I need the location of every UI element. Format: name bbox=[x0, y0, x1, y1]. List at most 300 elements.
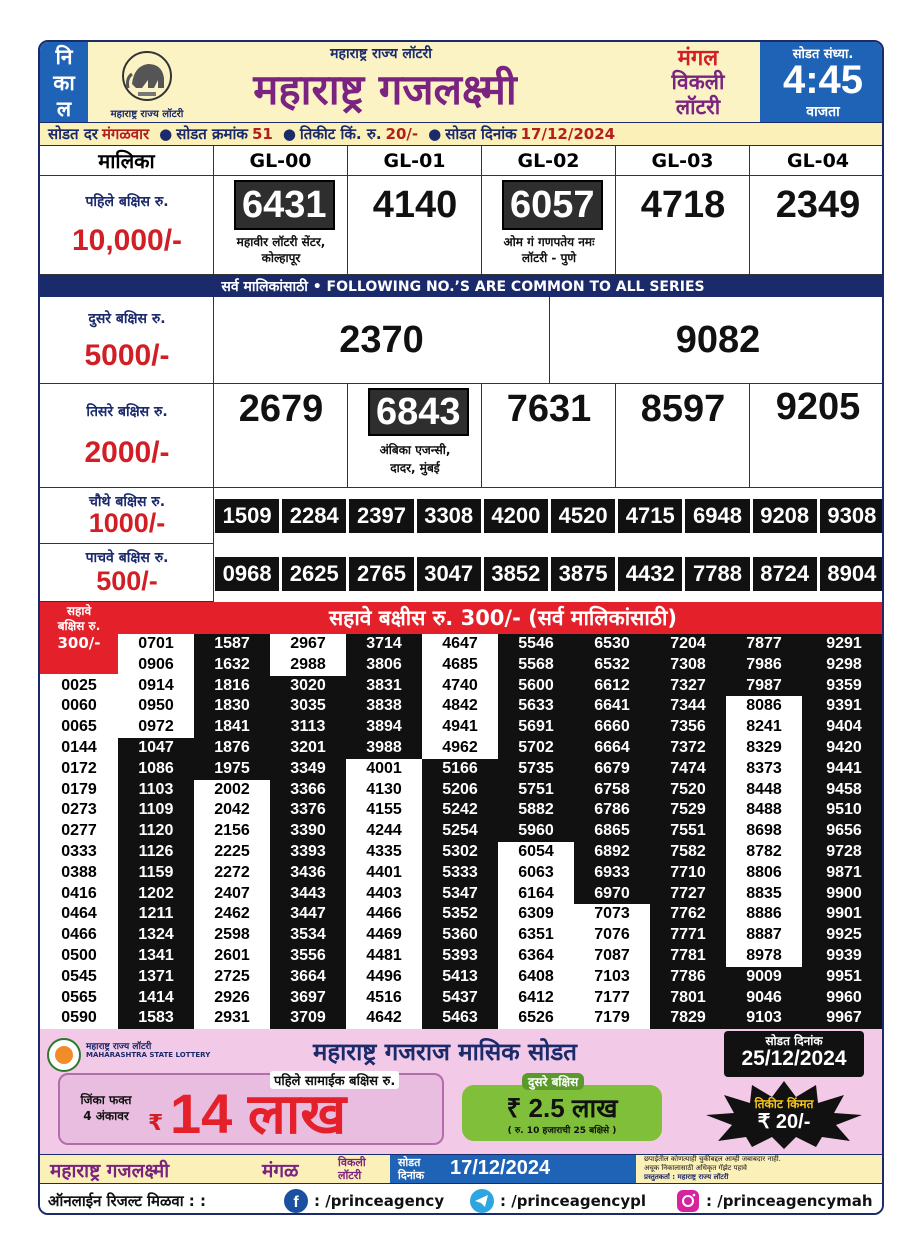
sixth-prize-number: 2601 bbox=[194, 946, 270, 967]
sixth-prize-number: 1876 bbox=[194, 738, 270, 759]
sixth-prize-number: 0144 bbox=[40, 738, 118, 759]
sixth-prize-number: 3393 bbox=[270, 842, 346, 863]
sixth-prize-number: 7829 bbox=[650, 1008, 726, 1029]
sixth-prize-number: 3664 bbox=[270, 967, 346, 988]
sixth-prize-number: 0464 bbox=[40, 904, 118, 925]
sixth-prize-number: 3390 bbox=[270, 821, 346, 842]
sixth-prize-number: 7087 bbox=[574, 946, 650, 967]
sixth-prize-number: 6660 bbox=[574, 717, 650, 738]
sixth-prize-number: 1103 bbox=[118, 780, 194, 801]
sixth-prize-number: 0590 bbox=[40, 1008, 118, 1029]
fourth-prize-number: 2284 bbox=[281, 498, 347, 534]
sixth-prize-number: 3443 bbox=[270, 884, 346, 905]
sixth-prize-number: 1126 bbox=[118, 842, 194, 863]
sixth-prize-number: 1109 bbox=[118, 800, 194, 821]
sixth-prize-number: 4001 bbox=[346, 759, 422, 780]
lottery-title: महाराष्ट्र गजलक्ष्मी bbox=[253, 65, 517, 114]
draw-time-box bbox=[760, 42, 884, 122]
sixth-prize-number: 3447 bbox=[270, 904, 346, 925]
sixth-prize-number: 2931 bbox=[194, 1008, 270, 1029]
draw-number: 51 bbox=[251, 125, 273, 143]
sixth-prize-number: 9391 bbox=[802, 696, 884, 717]
footer-disclaimer: छपाईतील कोणत्याही चुकीबद्दल आम्ही जबाबदार नाही. bbox=[644, 1155, 781, 1163]
draw-number-label: सोडत क्रमांक bbox=[176, 125, 248, 143]
sixth-prize-number: 1202 bbox=[118, 884, 194, 905]
footer-date-box bbox=[390, 1155, 636, 1183]
sixth-prize-number: 9441 bbox=[802, 759, 884, 780]
online-result-label: ऑनलाईन रिजल्ट मिळवा : : bbox=[48, 1191, 207, 1210]
sixth-prize-number: 6786 bbox=[574, 800, 650, 821]
sixth-prize-number: 9009 bbox=[726, 967, 802, 988]
sixth-prize-number: 6364 bbox=[498, 946, 574, 967]
sixth-prize-number: 1587 bbox=[194, 634, 270, 655]
series-header: GL-01 bbox=[348, 146, 482, 176]
agent-name: अंबिका एजन्सी, bbox=[379, 443, 451, 457]
sixth-prize-number: 4155 bbox=[346, 800, 422, 821]
sixth-prize-number: 7877 bbox=[726, 634, 802, 655]
sixth-prize-number: 0950 bbox=[118, 696, 194, 717]
fifth-prize-number: 2765 bbox=[348, 556, 414, 592]
first-prize-number: 4718 bbox=[640, 184, 726, 226]
top-caption: महाराष्ट्र राज्य लॉटरी bbox=[330, 46, 432, 62]
promo-date: 25/12/2024 bbox=[741, 1047, 847, 1070]
nikal-char: नि bbox=[55, 45, 73, 69]
sixth-prize-number: 2042 bbox=[194, 800, 270, 821]
sixth-prize-number: 1086 bbox=[118, 759, 194, 780]
sixth-prize-number: 6526 bbox=[498, 1008, 574, 1029]
sixth-prize-number: 7781 bbox=[650, 946, 726, 967]
first-prize-cell bbox=[750, 176, 884, 275]
sixth-prize-number: 8782 bbox=[726, 842, 802, 863]
sixth-prize-number: 0060 bbox=[40, 696, 118, 717]
draw-date-label: सोडत दिनांक bbox=[445, 125, 517, 143]
sixth-prize-number: 5691 bbox=[498, 717, 574, 738]
sixth-prize-number: 8241 bbox=[726, 717, 802, 738]
fifth-prize-number: 7788 bbox=[684, 556, 750, 592]
sixth-prize-number: 1211 bbox=[118, 904, 194, 925]
sixth-prize-number: 1371 bbox=[118, 967, 194, 988]
prize-label: दुसरे बक्षिस रु. bbox=[88, 311, 166, 327]
sixth-prize-number: 5413 bbox=[422, 967, 498, 988]
sixth-prize-number: 7520 bbox=[650, 780, 726, 801]
sixth-prize-column bbox=[802, 634, 884, 1029]
sixth-prize-number: 3556 bbox=[270, 946, 346, 967]
fourth-prize-number: 4715 bbox=[617, 498, 683, 534]
sixth-prize-number: 5633 bbox=[498, 696, 574, 717]
sixth-prize-number: 4244 bbox=[346, 821, 422, 842]
sixth-prize-number: 3838 bbox=[346, 696, 422, 717]
sixth-prize-number: 1047 bbox=[118, 738, 194, 759]
sixth-prize-number: 7076 bbox=[574, 925, 650, 946]
sixth-prize-number: 3988 bbox=[346, 738, 422, 759]
sixth-prize-number: 7327 bbox=[650, 676, 726, 697]
sixth-prize-number: 0972 bbox=[118, 717, 194, 738]
sixth-prize-number: 8886 bbox=[726, 904, 802, 925]
fifth-prize-number: 0968 bbox=[214, 556, 280, 592]
sixth-prize-number: 1341 bbox=[118, 946, 194, 967]
state-lottery-seal-icon bbox=[46, 1037, 82, 1073]
sixth-prize-number: 3436 bbox=[270, 863, 346, 884]
sixth-prize-number: 2002 bbox=[194, 780, 270, 801]
sixth-prize-number: 2926 bbox=[194, 988, 270, 1009]
telegram-link[interactable] bbox=[470, 1189, 676, 1213]
promo-title: महाराष्ट्र गजराज मासिक सोडत bbox=[313, 1038, 577, 1066]
sixth-prize-number: 8086 bbox=[726, 696, 802, 717]
prize-amount: 10,000/- bbox=[71, 224, 183, 257]
sixth-prize-number: 4740 bbox=[422, 676, 498, 697]
sixth-prize-number: 7710 bbox=[650, 863, 726, 884]
sixth-prize-number: 6892 bbox=[574, 842, 650, 863]
sixth-prize-number: 8448 bbox=[726, 780, 802, 801]
svg-text:f: f bbox=[293, 1193, 299, 1211]
sixth-prize-number: 8373 bbox=[726, 759, 802, 780]
promo-win-text: 4 अंकावर bbox=[83, 1109, 129, 1123]
sixth-prize-number: 4685 bbox=[422, 655, 498, 676]
third-prize-number: 8597 bbox=[640, 388, 726, 430]
sixth-prize-column bbox=[498, 634, 574, 1029]
fourth-prize-number: 1509 bbox=[214, 498, 280, 534]
sixth-prize-number: 1324 bbox=[118, 925, 194, 946]
prize-label: चौथे बक्षिस रु. bbox=[88, 494, 166, 510]
sixth-prize-number: 7179 bbox=[574, 1008, 650, 1029]
fifth-prize-number: 3047 bbox=[416, 556, 482, 592]
prize-amount: 500/- bbox=[96, 566, 158, 596]
sixth-prize-number: 3366 bbox=[270, 780, 346, 801]
sixth-prize-number: 3035 bbox=[270, 696, 346, 717]
fifth-prize-number: 3875 bbox=[550, 556, 616, 592]
sixth-prize-number: 6865 bbox=[574, 821, 650, 842]
sixth-prize-number: 6408 bbox=[498, 967, 574, 988]
sixth-prize-number: 3709 bbox=[270, 1008, 346, 1029]
sixth-prize-number: 0025 bbox=[40, 676, 118, 697]
promo-second-note: ( रु. 10 हजाराची 25 बक्षिसे ) bbox=[507, 1126, 617, 1136]
sixth-prize-number: 1841 bbox=[194, 717, 270, 738]
first-prize-promo-box bbox=[58, 1073, 444, 1145]
sixth-prize-number: 0333 bbox=[40, 842, 118, 863]
sixth-prize-number: 9510 bbox=[802, 800, 884, 821]
sixth-prize-number: 7356 bbox=[650, 717, 726, 738]
sixth-prize-number: 7786 bbox=[650, 967, 726, 988]
sixth-prize-number: 5702 bbox=[498, 738, 574, 759]
sixth-label-word: बक्षिस रु. bbox=[57, 619, 101, 633]
sixth-prize-number: 6063 bbox=[498, 863, 574, 884]
sixth-prize-column bbox=[40, 676, 118, 1030]
sixth-prize-number: 9291 bbox=[802, 634, 884, 655]
footer-disclaimer: प्रस्तुतकर्ता : महाराष्ट्र राज्य लॉटरी bbox=[644, 1173, 729, 1181]
sixth-prize-number: 6758 bbox=[574, 780, 650, 801]
sixth-prize-number: 3349 bbox=[270, 759, 346, 780]
sixth-prize-number: 2272 bbox=[194, 863, 270, 884]
sixth-prize-number: 0416 bbox=[40, 884, 118, 905]
sixth-prize-number: 9656 bbox=[802, 821, 884, 842]
sixth-prize-column bbox=[726, 634, 802, 1029]
fourth-prize-label-cell bbox=[40, 488, 214, 544]
sixth-prize-number: 6054 bbox=[498, 842, 574, 863]
series-header: GL-02 bbox=[482, 146, 616, 176]
sixth-prize-number: 9925 bbox=[802, 925, 884, 946]
promo-ticket-label: तिकीट किंमत bbox=[754, 1097, 814, 1111]
sixth-prize-number: 9103 bbox=[726, 1008, 802, 1029]
sixth-prize-amount: 300/- bbox=[40, 636, 118, 651]
title-band bbox=[206, 42, 760, 122]
facebook-icon bbox=[284, 1189, 308, 1213]
sixth-prize-column bbox=[194, 634, 270, 1029]
sixth-prize-number: 2407 bbox=[194, 884, 270, 905]
promo-ticket-price: ₹ 20/- bbox=[757, 1111, 811, 1133]
footer-lottery: लॉटरी bbox=[338, 1169, 362, 1182]
sixth-prize-number: 7762 bbox=[650, 904, 726, 925]
state-emblem-logo bbox=[88, 42, 206, 122]
sixth-prize-number: 5302 bbox=[422, 842, 498, 863]
sixth-prize-number: 1632 bbox=[194, 655, 270, 676]
sixth-prize-number: 6309 bbox=[498, 904, 574, 925]
third-prize-number: 2679 bbox=[238, 388, 324, 430]
sixth-prize-number: 5546 bbox=[498, 634, 574, 655]
fourth-prize-number: 3308 bbox=[416, 498, 482, 534]
draw-info-bar bbox=[40, 122, 884, 146]
sixth-prize-number: 2988 bbox=[270, 655, 346, 676]
sixth-prize-title: सहावे बक्षीस रु. 300/- (सर्व मालिकांसाठी) bbox=[328, 606, 678, 630]
fifth-prize-number: 2625 bbox=[281, 556, 347, 592]
telegram-handle: : /princeagencypl bbox=[500, 1191, 646, 1210]
sixth-prize-number: 7204 bbox=[650, 634, 726, 655]
sixth-prize-number: 4481 bbox=[346, 946, 422, 967]
sixth-prize-number: 9046 bbox=[726, 988, 802, 1009]
sixth-prize-number: 9359 bbox=[802, 676, 884, 697]
sixth-prize-number: 9871 bbox=[802, 863, 884, 884]
sixth-prize-number: 3894 bbox=[346, 717, 422, 738]
sixth-prize-number: 2462 bbox=[194, 904, 270, 925]
agent-city: दादर, मुंबई bbox=[390, 461, 440, 475]
sixth-prize-number: 9458 bbox=[802, 780, 884, 801]
sixth-prize-number: 6970 bbox=[574, 884, 650, 905]
sixth-prize-number: 4466 bbox=[346, 904, 422, 925]
sixth-prize-number: 6612 bbox=[574, 676, 650, 697]
sixth-prize-number: 9951 bbox=[802, 967, 884, 988]
rupee-symbol: ₹ bbox=[148, 1111, 164, 1136]
sixth-prize-number: 4642 bbox=[346, 1008, 422, 1029]
footer-draw-label: सोडत bbox=[398, 1156, 421, 1169]
sixth-prize-number: 7551 bbox=[650, 821, 726, 842]
fourth-prize-number: 2397 bbox=[348, 498, 414, 534]
sixth-prize-number: 1159 bbox=[118, 863, 194, 884]
sixth-prize-number: 6532 bbox=[574, 655, 650, 676]
instagram-link[interactable] bbox=[676, 1189, 873, 1213]
sixth-prize-number: 6679 bbox=[574, 759, 650, 780]
series-header: GL-03 bbox=[616, 146, 750, 176]
sixth-prize-number: 3020 bbox=[270, 676, 346, 697]
lottery-result-sheet bbox=[38, 40, 884, 1215]
bullet: ● bbox=[159, 125, 173, 143]
sixth-prize-column bbox=[346, 634, 422, 1029]
third-prize-number: 6843 bbox=[368, 388, 469, 436]
sixth-prize-number: 2725 bbox=[194, 967, 270, 988]
third-prize-number: 9205 bbox=[775, 386, 861, 428]
sixth-prize-column bbox=[650, 634, 726, 1029]
sixth-prize-number: 6164 bbox=[498, 884, 574, 905]
sixth-prize-number: 4496 bbox=[346, 967, 422, 988]
sixth-prize-number: 9900 bbox=[802, 884, 884, 905]
logo-caption: महाराष्ट्र राज्य लॉटरी bbox=[110, 109, 184, 120]
footer-date-label: दिनांक bbox=[398, 1169, 425, 1182]
sixth-prize-number: 1830 bbox=[194, 696, 270, 717]
draw-time: 4:45 bbox=[782, 58, 864, 102]
sixth-prize-number: 9420 bbox=[802, 738, 884, 759]
weekly-word: विकली bbox=[671, 70, 725, 94]
promo-first-amount: 14 लाख bbox=[170, 1082, 347, 1145]
sixth-prize-number: 0701 bbox=[118, 634, 194, 655]
third-prize-cell bbox=[616, 384, 750, 488]
sixth-prize-number: 9960 bbox=[802, 988, 884, 1009]
sixth-prize-number: 7474 bbox=[650, 759, 726, 780]
third-prize-label-cell bbox=[40, 384, 214, 488]
sixth-prize-number: 9404 bbox=[802, 717, 884, 738]
sixth-prize-number: 7771 bbox=[650, 925, 726, 946]
fourth-prize-number: 9308 bbox=[819, 498, 884, 534]
sixth-prize-number: 5254 bbox=[422, 821, 498, 842]
second-prize-label-cell bbox=[40, 297, 214, 384]
first-prize-cell bbox=[348, 176, 482, 275]
first-prize-label-cell bbox=[40, 176, 214, 275]
sixth-prize-number: 5360 bbox=[422, 925, 498, 946]
footer-disclaimer: अचूक निकालासाठी अधिकृत गॅझेट पहावे bbox=[644, 1164, 747, 1172]
sixth-prize-number: 0172 bbox=[40, 759, 118, 780]
agent-city: लॉटरी - पुणे bbox=[521, 251, 577, 265]
common-series-bar: सर्व मालिकांसाठी • FOLLOWING NO.’S ARE COMMON TO ALL SERIES bbox=[40, 275, 884, 297]
sixth-prize-number: 2156 bbox=[194, 821, 270, 842]
fifth-prize-number: 4432 bbox=[617, 556, 683, 592]
fourth-prize-number: 9208 bbox=[752, 498, 818, 534]
third-prize-cell bbox=[750, 384, 884, 488]
first-prize-number: 6431 bbox=[234, 180, 335, 230]
sixth-prize-column bbox=[118, 634, 194, 1029]
sixth-prize-number: 9901 bbox=[802, 904, 884, 925]
sixth-prize-number: 7986 bbox=[726, 655, 802, 676]
sixth-prize-number: 6530 bbox=[574, 634, 650, 655]
sixth-prize-number: 7073 bbox=[574, 904, 650, 925]
prize-amount: 5000/- bbox=[84, 339, 170, 372]
sixth-prize-number: 3697 bbox=[270, 988, 346, 1009]
draw-day-label: सोडत दर bbox=[48, 125, 98, 143]
sixth-prize-number: 4403 bbox=[346, 884, 422, 905]
promo-date-box bbox=[724, 1031, 864, 1077]
agent-city: कोल्हापूर bbox=[261, 251, 301, 265]
sixth-prize-number: 6641 bbox=[574, 696, 650, 717]
sixth-prize-number: 4335 bbox=[346, 842, 422, 863]
sixth-prize-number: 9967 bbox=[802, 1008, 884, 1029]
sixth-prize-number: 5166 bbox=[422, 759, 498, 780]
series-header-label: मालिका bbox=[40, 146, 214, 176]
sixth-prize-number: 7308 bbox=[650, 655, 726, 676]
sixth-prize-number: 9298 bbox=[802, 655, 884, 676]
fourth-prize-number: 4520 bbox=[550, 498, 616, 534]
fifth-prize-number: 8724 bbox=[752, 556, 818, 592]
sixth-prize-number: 7372 bbox=[650, 738, 726, 759]
sixth-prize-number: 8698 bbox=[726, 821, 802, 842]
sixth-prize-number: 8887 bbox=[726, 925, 802, 946]
prize-amount: 2000/- bbox=[84, 436, 170, 469]
footer-lottery-name: महाराष्ट्र गजलक्ष्मी bbox=[50, 1160, 170, 1182]
social-links-bar bbox=[40, 1184, 884, 1215]
promo-second-amount: ₹ 2.5 लाख bbox=[506, 1093, 618, 1123]
sixth-prize-number: 7582 bbox=[650, 842, 726, 863]
time-label: सोडत संध्या. bbox=[792, 47, 854, 62]
third-prize-cell bbox=[214, 384, 348, 488]
fifth-prize-number: 8904 bbox=[819, 556, 884, 592]
sixth-prize-number: 8835 bbox=[726, 884, 802, 905]
sixth-prize-number: 7727 bbox=[650, 884, 726, 905]
footer-bar bbox=[40, 1154, 884, 1184]
sixth-prize-number: 7344 bbox=[650, 696, 726, 717]
sixth-prize-number: 0388 bbox=[40, 863, 118, 884]
footer-day: मंगळ bbox=[262, 1160, 299, 1182]
sixth-prize-number: 9728 bbox=[802, 842, 884, 863]
sixth-prize-number: 8806 bbox=[726, 863, 802, 884]
sixth-prize-number: 4647 bbox=[422, 634, 498, 655]
gajraj-promo-banner bbox=[40, 1029, 884, 1154]
sixth-prize-number: 1975 bbox=[194, 759, 270, 780]
sixth-prize-number: 4941 bbox=[422, 717, 498, 738]
sixth-prize-number: 8978 bbox=[726, 946, 802, 967]
fourth-prize-number: 6948 bbox=[684, 498, 750, 534]
sixth-prize-number: 7529 bbox=[650, 800, 726, 821]
sixth-prize-number: 3534 bbox=[270, 925, 346, 946]
sixth-prize-number: 5751 bbox=[498, 780, 574, 801]
first-prize-cell bbox=[482, 176, 616, 275]
sixth-prize-number: 2598 bbox=[194, 925, 270, 946]
sixth-prize-number: 8488 bbox=[726, 800, 802, 821]
bullet: ● bbox=[428, 125, 442, 143]
sixth-prize-number: 4516 bbox=[346, 988, 422, 1009]
promo-win-text: जिंका फक्त bbox=[80, 1093, 132, 1107]
fifth-prize-label-cell bbox=[40, 544, 214, 602]
second-prize-number: 9082 bbox=[550, 297, 884, 384]
third-prize-cell bbox=[348, 384, 482, 488]
sixth-prize-number: 5600 bbox=[498, 676, 574, 697]
sixth-prize-number: 7177 bbox=[574, 988, 650, 1009]
promo-logo-text: महाराष्ट्र राज्य लॉटरी bbox=[86, 1042, 152, 1052]
sixth-prize-number: 5206 bbox=[422, 780, 498, 801]
sixth-prize-number: 0065 bbox=[40, 717, 118, 738]
day-word: मंगल bbox=[677, 46, 719, 71]
ticket-price-label: तिकीट किं. रु. bbox=[299, 125, 382, 143]
sixth-prize-number: 0545 bbox=[40, 967, 118, 988]
nikal-char: ल bbox=[56, 97, 72, 121]
sixth-prize-bar bbox=[40, 602, 884, 634]
sixth-prize-number: 3831 bbox=[346, 676, 422, 697]
first-prize-cell bbox=[616, 176, 750, 275]
sixth-prize-number: 3201 bbox=[270, 738, 346, 759]
sixth-prize-number: 1120 bbox=[118, 821, 194, 842]
sixth-prize-number: 5463 bbox=[422, 1008, 498, 1029]
sixth-prize-number: 1414 bbox=[118, 988, 194, 1009]
sixth-prize-number: 5437 bbox=[422, 988, 498, 1009]
second-prize-number: 2370 bbox=[214, 297, 550, 384]
time-suffix: वाजता bbox=[806, 104, 840, 120]
series-header: GL-00 bbox=[214, 146, 348, 176]
sixth-prize-number: 9939 bbox=[802, 946, 884, 967]
sixth-prize-number: 5333 bbox=[422, 863, 498, 884]
sixth-prize-number: 5393 bbox=[422, 946, 498, 967]
sixth-prize-number: 0466 bbox=[40, 925, 118, 946]
prize-label: पहिले बक्षिस रु. bbox=[85, 194, 169, 210]
sixth-prize-number: 0565 bbox=[40, 988, 118, 1009]
sixth-prize-number: 3376 bbox=[270, 800, 346, 821]
promo-date-label: सोडत दिनांक bbox=[765, 1034, 823, 1048]
sixth-prize-label bbox=[40, 602, 118, 674]
facebook-link[interactable] bbox=[284, 1189, 470, 1213]
sixth-prize-number: 4842 bbox=[422, 696, 498, 717]
